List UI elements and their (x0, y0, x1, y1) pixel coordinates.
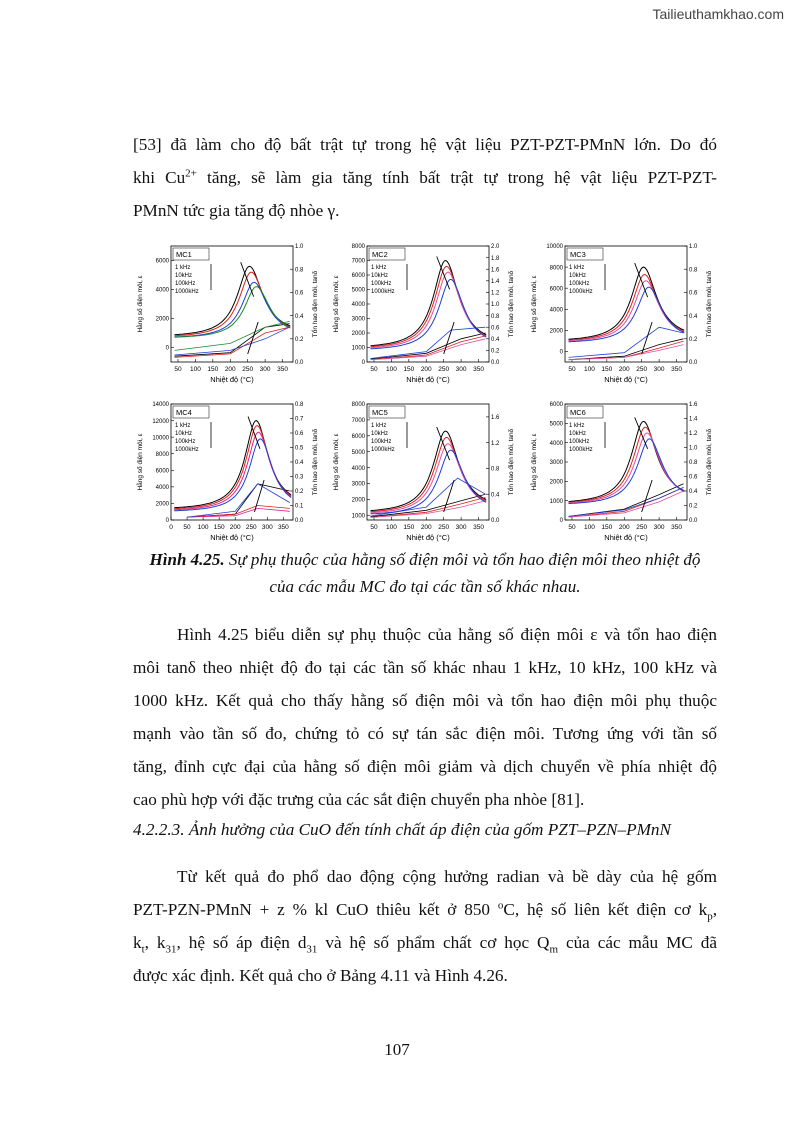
y2-tick-label: 0.2 (295, 489, 304, 496)
y2-tick-label: 1.0 (689, 244, 698, 251)
legend-entry: 1 kHz (371, 423, 387, 429)
legend-entry: 10kHz (569, 431, 587, 437)
x-tick-label: 300 (455, 524, 467, 531)
legend-entry: 10kHz (569, 273, 587, 279)
y2-tick-label: 0.2 (689, 503, 698, 510)
y-tick-label: 8000 (155, 451, 169, 458)
y-tick-label: 0 (361, 360, 365, 367)
y2-tick-label: 2.0 (491, 244, 500, 251)
paragraph-2 (133, 618, 717, 816)
x-tick-label: 350 (277, 366, 288, 373)
y2-tick-label: 1.6 (491, 267, 500, 274)
x-tick-label: 350 (277, 524, 289, 531)
y2-tick-label: 1.2 (689, 431, 698, 438)
y2-tick-label: 0.2 (491, 348, 500, 355)
legend-entry: 1000kHz (371, 447, 395, 453)
plot-frame (367, 246, 489, 362)
chart-mc2 (329, 240, 519, 390)
legend-entry: 100kHz (569, 439, 590, 445)
y-tick-label: 2000 (155, 501, 169, 508)
x-tick-label: 250 (242, 366, 254, 373)
caption-line2: của các mẫu MC đo tại các tần số khác nhau. (269, 577, 581, 596)
y-axis-label: Hằng số điện môi, ε (137, 275, 144, 333)
legend-entry: 100kHz (371, 439, 392, 445)
y2-tick-label: 0.6 (689, 474, 698, 481)
y-axis-label: Hằng số điện môi, ε (531, 275, 538, 333)
y2-tick-label: 0.4 (491, 337, 500, 343)
para2-line2: môi tanδ theo nhiệt độ đo tại các tần số khác nhau 1 kHz, 10 kHz, 100 kHz và (133, 658, 717, 677)
legend-entry: 1000kHz (569, 289, 593, 295)
y-tick-label: 2000 (549, 479, 563, 486)
y-tick-label: 8000 (549, 265, 563, 272)
legend-entry: 100kHz (175, 281, 196, 287)
y-tick-label: 2000 (155, 316, 169, 323)
para3-line2: PZT-PZN-PMnN + z % kl CuO thiêu kết ở 850 $^o$C, hệ số liên kết điện cơ $k_p$, (133, 899, 717, 923)
x-tick-label: 250 (636, 366, 648, 373)
y-tick-label: 4000 (549, 440, 563, 447)
chart-mc3 (527, 240, 717, 390)
x-tick-label: 200 (618, 524, 630, 531)
y-tick-label: 0 (559, 518, 563, 525)
x-tick-label: 350 (473, 366, 484, 373)
panel-title: MC1 (176, 250, 192, 259)
y2-tick-label: 0.6 (491, 325, 500, 332)
para2-line5: tăng, đỉnh cực đại của hằng số điện môi giảm và dịch chuyển về phía nhiệt độ (133, 757, 717, 776)
y-tick-label: 4000 (351, 465, 365, 472)
y2-tick-label: 0.8 (491, 313, 500, 320)
y2-tick-label: 1.2 (491, 440, 500, 447)
y2-tick-label: 1.0 (689, 445, 698, 452)
x-tick-label: 100 (189, 366, 201, 373)
x-tick-label: 250 (438, 366, 450, 373)
y2-tick-label: 0.6 (295, 431, 304, 438)
y-tick-label: 12000 (152, 418, 169, 425)
loss-curve-100kHz (569, 345, 684, 360)
y2-tick-label: 0.0 (491, 360, 500, 367)
y-tick-label: 2000 (549, 328, 563, 335)
x-tick-label: 300 (653, 524, 665, 531)
y-axis-label: Hằng số điện môi, ε (333, 433, 340, 491)
y-tick-label: 0 (165, 518, 169, 525)
y-tick-label: 0 (559, 349, 563, 356)
loss-curve-1kHz (175, 324, 290, 357)
y-tick-label: 5000 (351, 449, 365, 456)
y-tick-label: 4000 (155, 485, 169, 492)
legend-entry: 1000kHz (371, 289, 395, 295)
y2-tick-label: 1.4 (491, 279, 500, 285)
y-tick-label: 3000 (351, 316, 365, 323)
plot-frame (565, 246, 687, 362)
x-tick-label: 50 (568, 524, 576, 531)
x-tick-label: 200 (224, 366, 236, 373)
panel-title: MC4 (176, 408, 192, 417)
x-tick-label: 50 (370, 524, 378, 531)
x-tick-label: 300 (653, 366, 665, 373)
x-tick-label: 300 (261, 524, 273, 531)
y2-tick-label: 0.0 (491, 518, 500, 525)
subheading-4-2-2-3: 4.2.2.3. Ảnh hưởng của CuO đến tính chất áp điện của gốm PZT–PZN–PMnN (133, 820, 671, 839)
y2-tick-label: 1.8 (491, 255, 500, 262)
y2-axis-label: Tổn hao điện môi, tanδ (706, 270, 713, 338)
plot-frame (171, 246, 293, 362)
y-tick-label: 2000 (351, 497, 365, 504)
y2-tick-label: 0.0 (689, 518, 698, 525)
legend-entry: 10kHz (175, 431, 193, 437)
y-axis-label: Hằng số điện môi, ε (333, 275, 340, 333)
legend-entry: 100kHz (569, 281, 590, 287)
x-tick-label: 200 (229, 524, 241, 531)
y2-tick-label: 0.4 (491, 492, 500, 499)
legend-entry: 1 kHz (569, 423, 585, 429)
y-tick-label: 10000 (546, 244, 563, 251)
x-tick-label: 150 (207, 366, 219, 373)
y-tick-label: 6000 (351, 273, 365, 280)
y2-tick-label: 0.0 (295, 360, 304, 367)
y2-tick-label: 0.4 (689, 489, 698, 496)
loss-curve-1000kHz (569, 327, 684, 357)
panel-title: MC3 (570, 250, 586, 259)
para3-line3: $k_t$, $k_{31}$, hệ số áp điện $d_{31}$ và hệ số phẩm chất cơ học $Q_m$ của các mẫu MC đã (133, 933, 717, 956)
y-axis-label: Hằng số điện môi, ε (531, 433, 538, 491)
y2-tick-label: 1.6 (689, 402, 698, 409)
x-tick-label: 50 (370, 366, 378, 373)
x-tick-label: 100 (385, 366, 397, 373)
legend-entry: 10kHz (371, 431, 389, 437)
y-tick-label: 3000 (351, 481, 365, 488)
x-tick-label: 200 (420, 366, 432, 373)
y-tick-label: 4000 (549, 307, 563, 314)
legend-entry: 10kHz (371, 273, 389, 279)
loss-curve-1000kHz (187, 484, 290, 517)
eps-curve-1000kHz (569, 287, 685, 342)
y-tick-label: 5000 (549, 421, 563, 428)
y2-axis-label: Tổn hao điện môi, tanδ (508, 270, 515, 338)
y2-axis-label: Tổn hao điện môi, tanδ (706, 428, 713, 496)
paragraph-3 (133, 860, 717, 992)
plot-frame (367, 404, 489, 520)
y-tick-label: 10000 (152, 435, 169, 442)
para1-line1: [53] đã làm cho độ bất trật tự trong hệ vật liệu PZT-PZT-PMnN lớn. Do đó (133, 135, 717, 154)
x-tick-label: 200 (420, 524, 432, 531)
x-tick-label: 0 (169, 524, 173, 531)
para2-line3: 1000 kHz. Kết quả cho thấy hằng số điện môi và tổn hao điện môi phụ thuộc (133, 691, 717, 710)
y2-tick-label: 0.3 (295, 474, 304, 481)
x-tick-label: 350 (473, 524, 484, 531)
x-axis-label: Nhiệt độ (°C) (604, 375, 648, 384)
x-tick-label: 250 (245, 524, 257, 531)
y-tick-label: 6000 (155, 468, 169, 475)
x-tick-label: 150 (403, 524, 415, 531)
y2-tick-label: 0.8 (689, 267, 698, 274)
legend-entry: 1 kHz (569, 265, 585, 271)
page-number: 107 (384, 1040, 410, 1059)
x-tick-label: 250 (438, 524, 450, 531)
x-tick-label: 150 (601, 366, 613, 373)
y-tick-label: 4000 (351, 302, 365, 309)
chart-mc4 (133, 398, 323, 548)
y2-tick-label: 1.0 (491, 302, 500, 309)
y-tick-label: 1000 (351, 345, 365, 352)
y2-tick-label: 1.6 (491, 415, 500, 422)
y2-tick-label: 1.0 (295, 244, 304, 251)
y-tick-label: 6000 (351, 433, 365, 440)
x-tick-label: 50 (183, 524, 191, 531)
y2-tick-label: 0.8 (491, 466, 500, 473)
y-tick-label: 6000 (549, 286, 563, 293)
chart-mc6 (527, 398, 717, 548)
y-tick-label: 6000 (549, 402, 563, 409)
y2-tick-label: 0.8 (295, 267, 304, 274)
loss-curve-1kHz (187, 484, 290, 517)
y2-tick-label: 0.0 (295, 518, 304, 525)
eps-curve-1000kHz (371, 450, 487, 514)
y-tick-label: 3000 (549, 460, 563, 467)
panel-title: MC5 (372, 408, 388, 417)
x-axis-label: Nhiệt độ (°C) (210, 533, 254, 542)
y2-tick-label: 0.6 (295, 290, 304, 297)
para1-line3: PMnN tức gia tăng độ nhòe γ. (133, 201, 340, 220)
x-tick-label: 50 (174, 366, 182, 373)
x-tick-label: 250 (636, 524, 648, 531)
x-axis-label: Nhiệt độ (°C) (604, 533, 648, 542)
legend-entry: 1000kHz (175, 447, 199, 453)
y2-tick-label: 0.5 (295, 445, 304, 452)
x-tick-label: 100 (197, 524, 209, 531)
y2-tick-label: 0.4 (295, 460, 304, 467)
x-tick-label: 200 (618, 366, 630, 373)
para3-line4: được xác định. Kết quả cho ở Bảng 4.11 và Hình 4.26. (133, 966, 508, 985)
panel-title: MC6 (570, 408, 586, 417)
x-tick-label: 300 (259, 366, 271, 373)
y2-tick-label: 0.2 (689, 337, 698, 343)
x-axis-label: Nhiệt độ (°C) (406, 375, 450, 384)
loss-shift-arrow (444, 322, 454, 354)
y-tick-label: 4000 (155, 287, 169, 294)
legend-entry: 100kHz (175, 439, 196, 445)
y-tick-label: 1000 (549, 498, 563, 505)
y2-tick-label: 0.4 (295, 313, 304, 320)
legend-entry: 10kHz (175, 273, 193, 279)
y2-tick-label: 0.4 (689, 313, 698, 320)
y2-tick-label: 0.8 (295, 402, 304, 409)
para1-line2: khi $Cu^{2+}$ tăng, sẽ làm gia tăng tính bất trật tự trong hệ vật liệu PZT-PZT- (133, 167, 717, 187)
caption-line1: Hình 4.25. Sự phụ thuộc của hằng số điện môi và tổn hao điện môi theo nhiệt độ (149, 550, 701, 569)
figure-caption (133, 546, 717, 600)
y-tick-label: 7000 (351, 258, 365, 265)
chart-mc5 (329, 398, 519, 548)
y2-tick-label: 1.4 (689, 416, 698, 423)
y2-tick-label: 0.1 (295, 503, 304, 510)
legend-entry: 1 kHz (371, 265, 387, 271)
legend-entry: 1 kHz (175, 265, 191, 271)
figure-4-25 (133, 240, 717, 545)
x-tick-label: 350 (671, 524, 682, 531)
legend-entry: 100kHz (371, 281, 392, 287)
y-tick-label: 7000 (351, 418, 365, 425)
x-tick-label: 150 (601, 524, 613, 531)
x-axis-label: Nhiệt độ (°C) (210, 375, 254, 384)
loss-shift-arrow (642, 480, 652, 512)
y2-axis-label: Tổn hao điện môi, tanδ (312, 428, 319, 496)
loss-shift-arrow (642, 322, 652, 354)
x-tick-label: 150 (403, 366, 415, 373)
y-tick-label: 8000 (351, 244, 365, 251)
para2-line1: Hình 4.25 biểu diễn sự phụ thuộc của hằng số điện môi ε và tổn hao điện (177, 625, 717, 644)
para2-line4: mạnh vào tần số đo, chứng tỏ có sự tán sắc điện môi. Tương ứng với tần số (133, 724, 717, 743)
x-tick-label: 150 (213, 524, 225, 531)
para3-line1: Từ kết quả đo phổ dao động cộng hưởng radian và bề dày của hệ gốm (177, 867, 717, 886)
chart-mc1 (133, 240, 323, 390)
watermark: Tailieuthamkhao.com (652, 6, 784, 22)
panel-title: MC2 (372, 250, 388, 259)
y2-tick-label: 0.0 (689, 360, 698, 367)
y-tick-label: 14000 (152, 402, 169, 409)
y2-tick-label: 1.2 (491, 290, 500, 297)
paragraph-1 (133, 128, 717, 227)
y-tick-label: 8000 (351, 402, 365, 409)
y2-tick-label: 0.8 (689, 460, 698, 467)
y2-axis-label: Tổn hao điện môi, tanδ (312, 270, 319, 338)
legend-entry: 1000kHz (175, 289, 199, 295)
y-tick-label: 1000 (351, 513, 365, 520)
x-axis-label: Nhiệt độ (°C) (406, 533, 450, 542)
x-tick-label: 100 (385, 524, 397, 531)
legend-entry: 1000kHz (569, 447, 593, 453)
legend-entry: 1 kHz (175, 423, 191, 429)
x-tick-label: 100 (583, 366, 595, 373)
y-tick-label: 6000 (155, 258, 169, 265)
x-tick-label: 100 (583, 524, 595, 531)
para2-line6: cao phù hợp với đặc trưng của các sắt điện chuyển pha nhòe [81]. (133, 790, 585, 809)
y-tick-label: 0 (165, 345, 169, 352)
y-axis-label: Hằng số điện môi, ε (137, 433, 144, 491)
x-tick-label: 350 (671, 366, 682, 373)
y2-tick-label: 0.2 (295, 337, 304, 343)
x-tick-label: 300 (455, 366, 467, 373)
y2-axis-label: Tổn hao điện môi, tanδ (508, 428, 515, 496)
y-tick-label: 5000 (351, 287, 365, 294)
x-tick-label: 50 (568, 366, 576, 373)
y2-tick-label: 0.6 (689, 290, 698, 297)
y2-tick-label: 0.7 (295, 416, 304, 423)
plot-frame (171, 404, 293, 520)
y-tick-label: 2000 (351, 331, 365, 338)
